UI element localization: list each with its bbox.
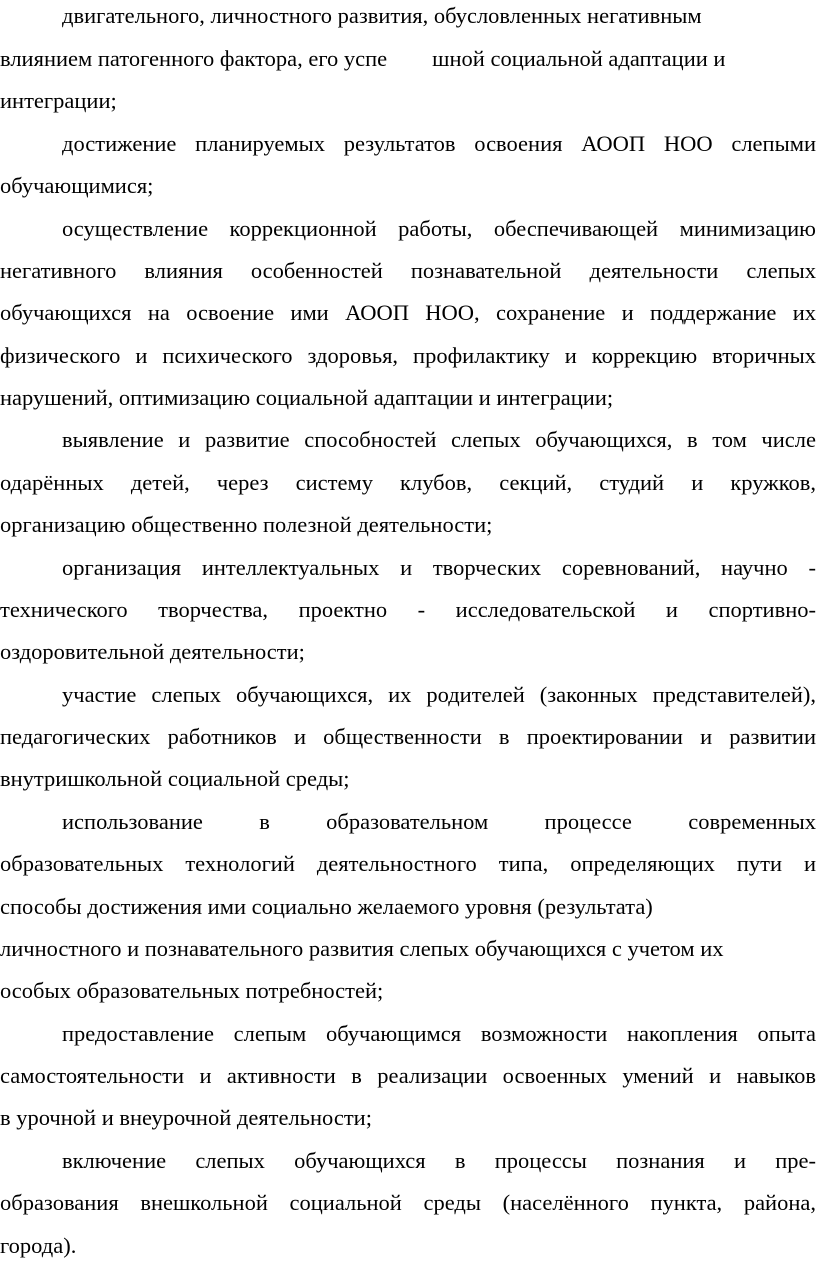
text-line: нарушений, оптимизацию социальной адаптации и интеграции; <box>0 385 614 410</box>
text-line: участие слепых обучающихся, их родителей (законных представителей), <box>62 682 816 707</box>
text-line: способы достижения ими социально желаемого уровня (результата) <box>0 894 653 919</box>
text-line: организацию общественно полезной деятельности; <box>0 512 493 537</box>
text-line: выявление и развитие способностей слепых обучающихся, в том числе <box>62 427 816 452</box>
text-line: личностного и познавательного развития слепых обучающихся с учетом их <box>0 936 724 961</box>
text-line: организация интеллектуальных и творческих соревнований, научно - <box>62 555 816 580</box>
text-line: в урочной и внеурочной деятельности; <box>0 1105 372 1130</box>
text-line: города). <box>0 1233 77 1258</box>
text-line: образовательных технологий деятельностного типа, определяющих пути и <box>0 851 816 876</box>
text-line: интеграции; <box>0 88 117 113</box>
text-line: внутришкольной социальной среды; <box>0 766 350 791</box>
text-line: двигательного, личностного развития, обусловленных негативным <box>62 3 702 28</box>
text-line: включение слепых обучающихся в процессы познания и пре- <box>62 1148 816 1173</box>
text-line: технического творчества, проектно - исследовательской и спортивно- <box>0 597 816 622</box>
text-line: предоставление слепым обучающимся возможности накопления опыта <box>62 1021 816 1046</box>
text-line: особых образовательных потребностей; <box>0 978 384 1003</box>
text-line: физического и психического здоровья, профилактику и коррекцию вторичных <box>0 343 816 368</box>
text-line: использование в образовательном процессе современных <box>62 809 816 834</box>
text-line: образования внешкольной социальной среды (населённого пункта, района, <box>0 1190 816 1215</box>
text-line: педагогических работников и общественности в проектировании и развитии <box>0 724 816 749</box>
text-line: осуществление коррекционной работы, обеспечивающей минимизацию <box>62 216 816 241</box>
text-line: влиянием патогенного фактора, его успе шной социальной адаптации и <box>0 46 726 71</box>
text-line: достижение планируемых результатов освоения АООП НОО слепыми <box>62 131 816 156</box>
text-line: оздоровительной деятельности; <box>0 639 305 664</box>
text-line: самостоятельности и активности в реализации освоенных умений и навыков <box>0 1063 816 1088</box>
text-line: обучающимися; <box>0 173 154 198</box>
text-line: одарённых детей, через систему клубов, секций, студий и кружков, <box>0 470 816 495</box>
text-line: обучающихся на освоение ими АООП НОО, сохранение и поддержание их <box>0 300 816 325</box>
text-line: негативного влияния особенностей познавательной деятельности слепых <box>0 258 816 283</box>
